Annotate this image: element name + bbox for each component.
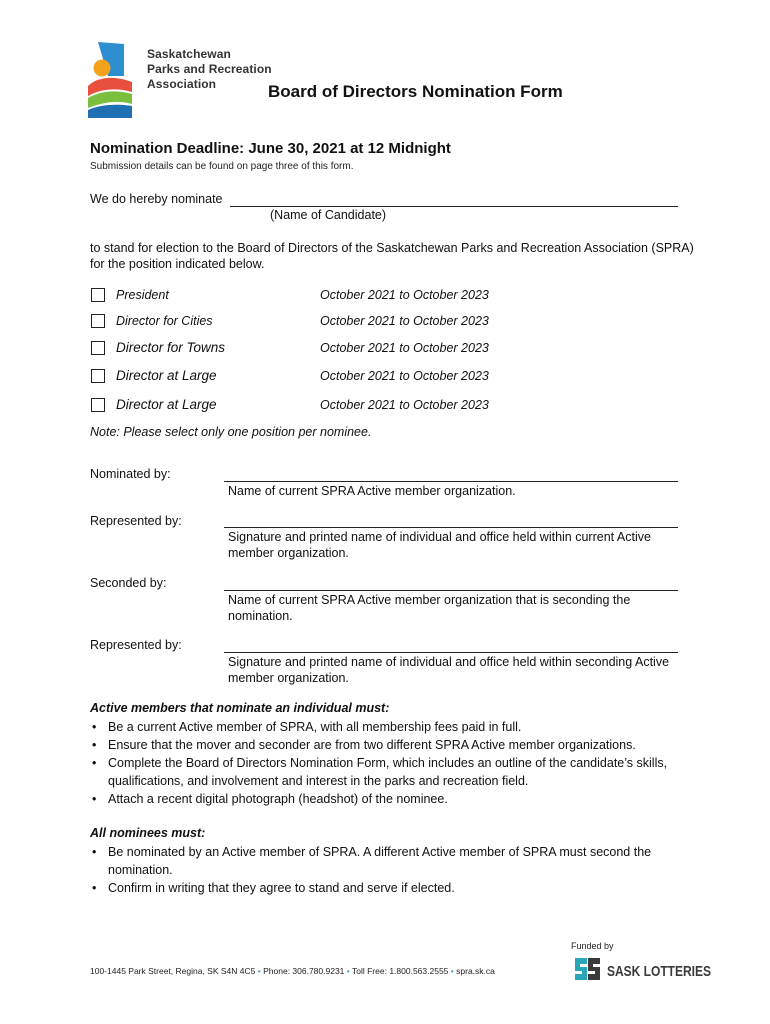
funded-by-label: Funded by <box>571 941 614 951</box>
position-checkbox-director-large-1[interactable] <box>91 369 105 383</box>
position-checkbox-director-cities[interactable] <box>91 314 105 328</box>
footer-phone: Phone: 306.780.9231 <box>263 966 345 976</box>
position-checkbox-president[interactable] <box>91 288 105 302</box>
position-term: October 2021 to October 2023 <box>320 314 489 328</box>
represented-by-field[interactable] <box>224 527 678 528</box>
field-caption: nomination. <box>228 609 293 623</box>
field-caption: Signature and printed name of individual and office held within seconding Active <box>228 655 670 669</box>
represented-by-label: Represented by: <box>90 638 182 652</box>
nominees-list <box>90 843 690 897</box>
nominated-by-field[interactable] <box>224 481 678 482</box>
seconded-by-label: Seconded by: <box>90 576 167 590</box>
position-title: Director for Towns <box>116 340 226 355</box>
position-term: October 2021 to October 2023 <box>320 288 489 302</box>
list-item: • Be a current Active member of SPRA, with all membership fees paid in full. <box>90 718 690 736</box>
sask-lotteries-logo-icon <box>573 956 713 982</box>
list-item: • Complete the Board of Directors Nomination Form, which includes an outline of the candidate’s skills, <box>90 754 690 772</box>
position-title: Director for Cities <box>116 314 213 328</box>
position-title: President <box>116 288 169 302</box>
position-checkbox-director-towns[interactable] <box>91 341 105 355</box>
list-item-continued: nomination. <box>108 863 173 877</box>
nominated-by-label: Nominated by: <box>90 467 171 481</box>
list-item-continued: qualifications, and involvement and interest in the parks and recreation field. <box>108 774 529 788</box>
represented-by-second-field[interactable] <box>224 652 678 653</box>
candidate-name-field[interactable] <box>230 206 678 207</box>
positions-note: Note: Please select only one position per nominee. <box>90 425 372 439</box>
list-item: • Be nominated by an Active member of SPRA. A different Active member of SPRA must second the <box>90 843 690 861</box>
spra-logo-icon <box>88 42 132 118</box>
field-caption: member organization. <box>228 546 349 560</box>
nominate-label: We do hereby nominate <box>90 192 223 206</box>
field-caption: Name of current SPRA Active member organization that is seconding the <box>228 593 631 607</box>
footer-contact: 100-1445 Park Street, Regina, SK S4N 4C5 • Phone: 306.780.9231 • Toll Free: 1.800.563.2555 • spra.sk.ca <box>90 966 495 976</box>
represented-by-label: Represented by: <box>90 514 182 528</box>
list-item: • Confirm in writing that they agree to stand and serve if elected. <box>90 879 690 897</box>
footer-tollfree: Toll Free: 1.800.563.2555 <box>352 966 449 976</box>
position-checkbox-director-large-2[interactable] <box>91 398 105 412</box>
position-term: October 2021 to October 2023 <box>320 341 489 355</box>
list-item: • Ensure that the mover and seconder are from two different SPRA Active member organizations. <box>90 736 690 754</box>
intro-line-1: to stand for election to the Board of Directors of the Saskatchewan Parks and Recreation Association (SPRA) <box>90 241 694 255</box>
field-caption: Name of current SPRA Active member organization. <box>228 484 516 498</box>
position-term: October 2021 to October 2023 <box>320 369 489 383</box>
submission-note: Submission details can be found on page three of this form. <box>90 161 354 172</box>
footer-website[interactable]: spra.sk.ca <box>456 966 495 976</box>
org-name: Saskatchewan Parks and Recreation Association <box>147 47 272 91</box>
candidate-caption: (Name of Candidate) <box>270 208 387 222</box>
position-title: Director at Large <box>116 397 217 412</box>
position-title: Director at Large <box>116 368 217 383</box>
nomination-deadline: Nomination Deadline: June 30, 2021 at 12 Midnight <box>90 140 451 157</box>
field-caption: member organization. <box>228 671 349 685</box>
list-item: • Attach a recent digital photograph (headshot) of the nominee. <box>90 790 690 808</box>
seconded-by-field[interactable] <box>224 590 678 591</box>
svg-text:SASK LOTTERIES: SASK LOTTERIES <box>607 963 711 980</box>
active-members-heading: Active members that nominate an individual must: <box>90 701 390 715</box>
active-members-list <box>90 718 690 808</box>
form-title: Board of Directors Nomination Form <box>268 82 563 101</box>
footer-address: 100-1445 Park Street, Regina, SK S4N 4C5 <box>90 966 256 976</box>
field-caption: Signature and printed name of individual and office held within current Active <box>228 530 651 544</box>
nominees-heading: All nominees must: <box>90 826 206 840</box>
position-term: October 2021 to October 2023 <box>320 398 489 412</box>
intro-line-2: for the position indicated below. <box>90 257 265 271</box>
